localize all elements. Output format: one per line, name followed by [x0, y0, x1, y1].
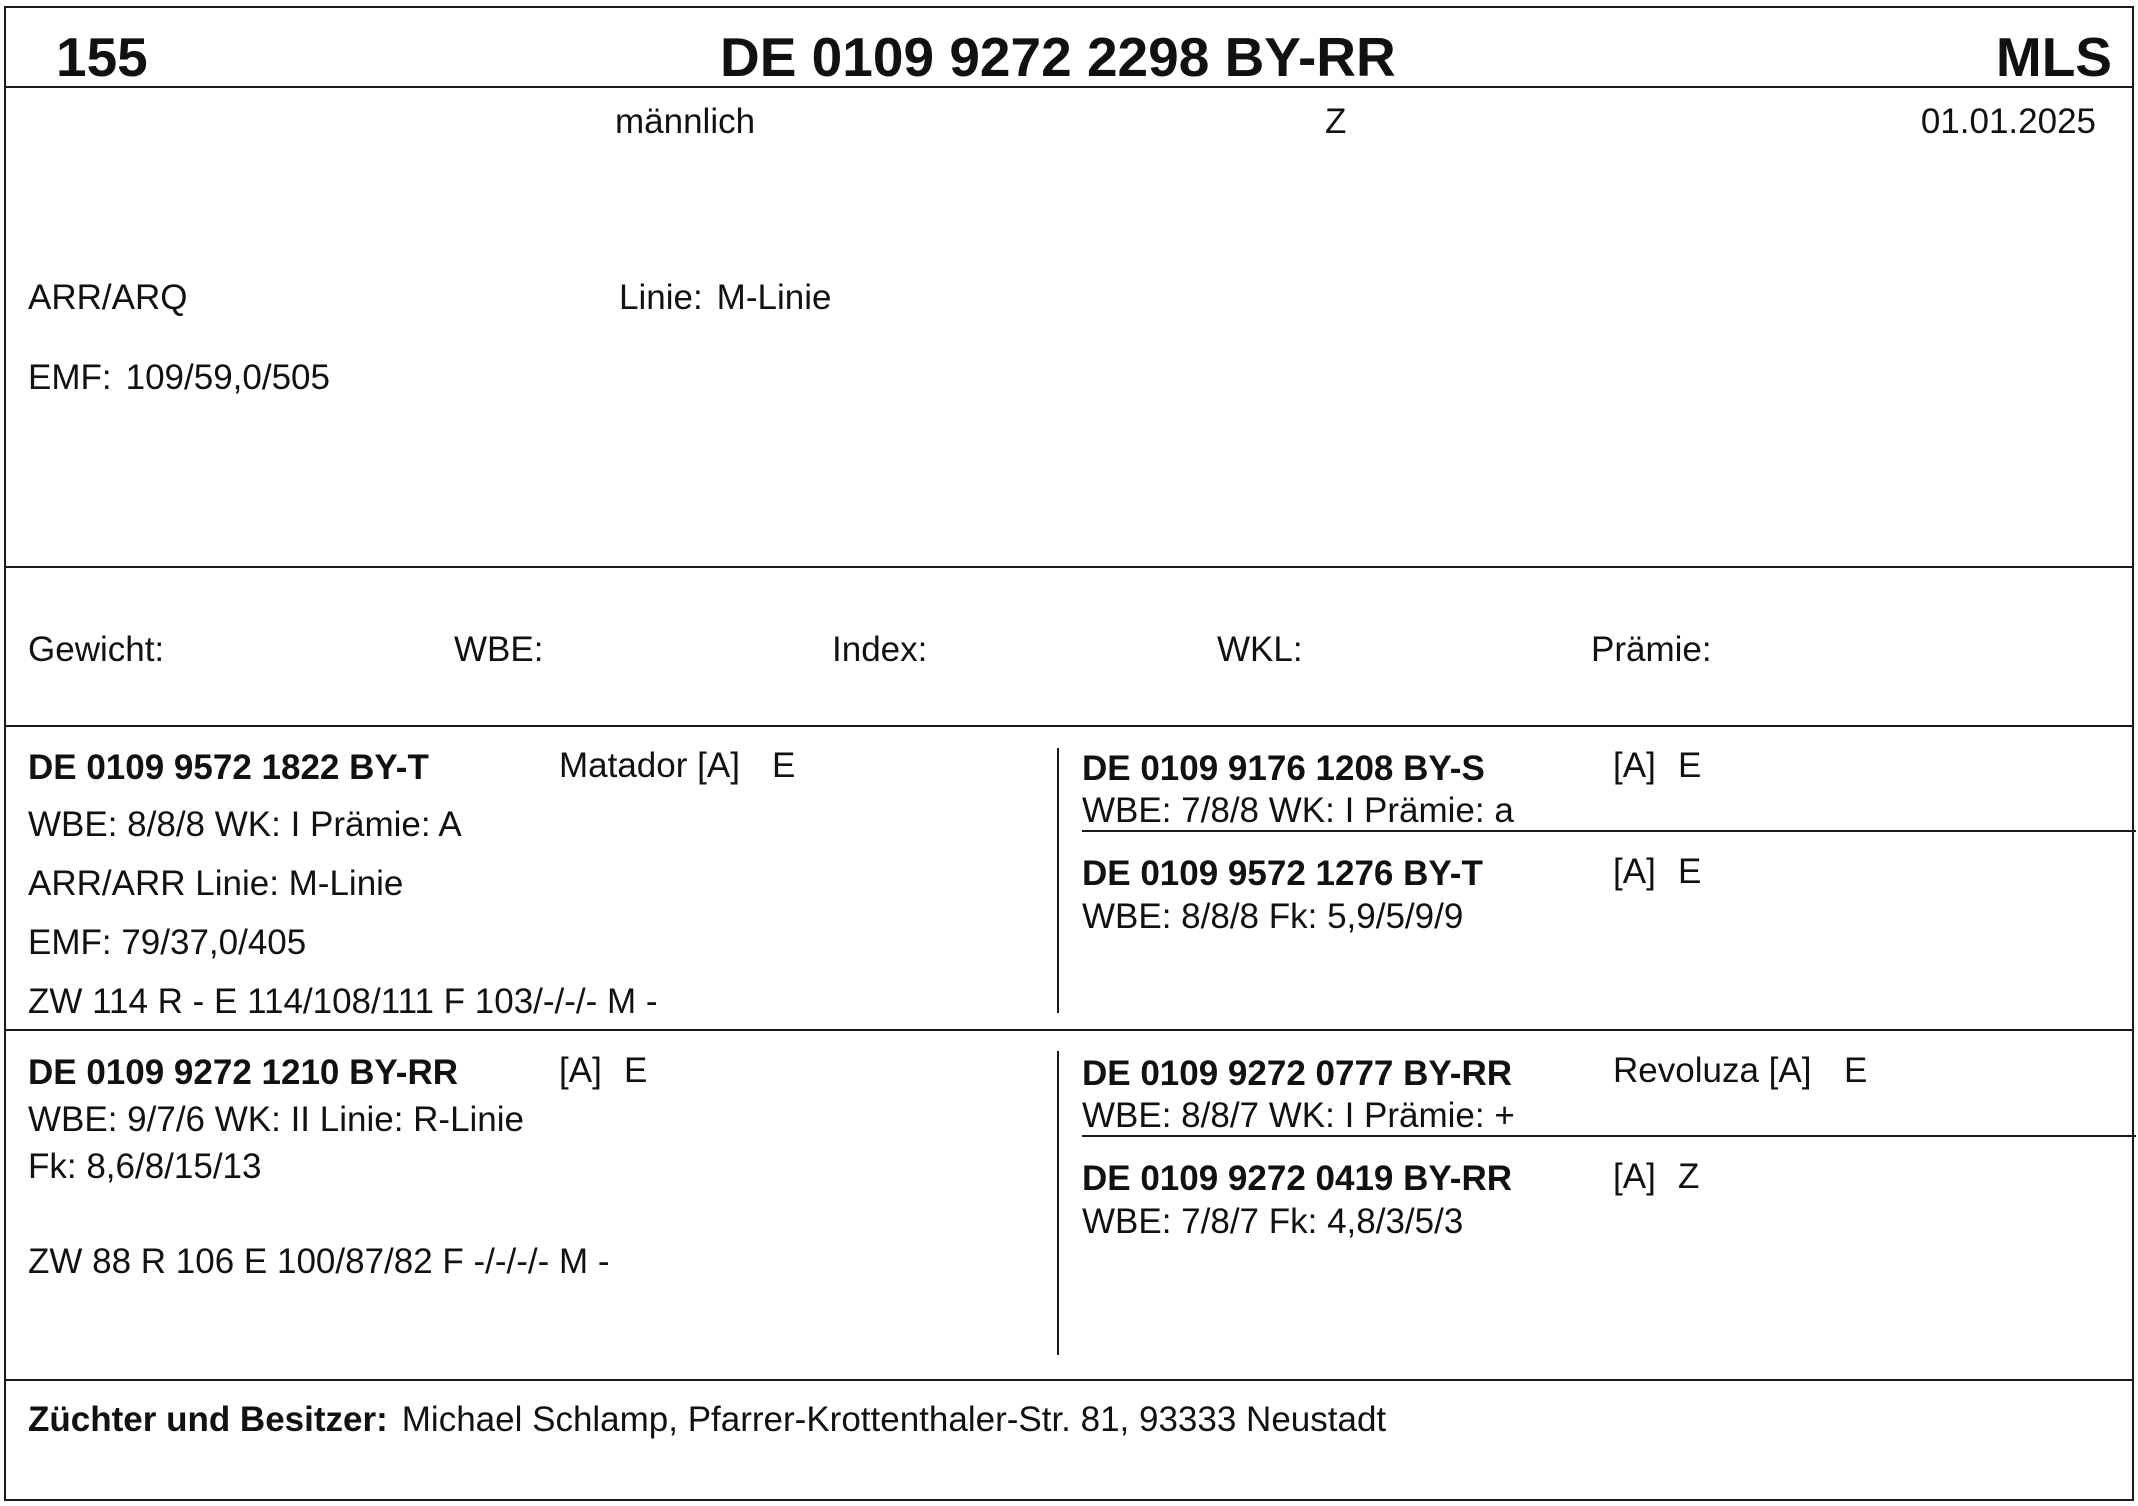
- breed-code: MLS: [1995, 26, 2112, 88]
- wbe-label: WBE:: [454, 630, 544, 669]
- card-number: 155: [56, 26, 148, 88]
- mother-code: E: [624, 1051, 648, 1090]
- mother-father-code: E: [1844, 1051, 1868, 1090]
- father-father-wbe: WBE: 7/8/8 WK: I Prämie: a: [1082, 791, 1514, 830]
- animal-id: DE 0109 9272 2298 BY-RR: [720, 26, 1396, 88]
- pedigree-card: [4, 6, 2134, 1501]
- parents-divider: [6, 1029, 2132, 1031]
- mother-father-wbe: WBE: 8/8/7 WK: I Prämie: +: [1082, 1096, 1515, 1135]
- mother-fk: Fk: 8,6/8/15/13: [28, 1147, 262, 1186]
- emf-value: 109/59,0/505: [125, 358, 330, 397]
- father-father-code: E: [1678, 746, 1702, 785]
- father-genotype-line: ARR/ARR Linie: M-Linie: [28, 864, 404, 903]
- father-code: E: [772, 746, 796, 785]
- father-mother-id: DE 0109 9572 1276 BY-T: [1082, 854, 1483, 893]
- father-mother-name: [A]: [1613, 852, 1656, 891]
- father-name: Matador [A]: [559, 746, 740, 785]
- mother-mother-id: DE 0109 9272 0419 BY-RR: [1082, 1159, 1512, 1198]
- mother-name: [A]: [559, 1051, 602, 1090]
- mother-zw: ZW 88 R 106 E 100/87/82 F -/-/-/- M -: [28, 1242, 610, 1281]
- mother-mother-name: [A]: [1613, 1157, 1656, 1196]
- breeder-label: Züchter und Besitzer:: [28, 1400, 388, 1439]
- sex: männlich: [615, 102, 756, 141]
- index-label: Index:: [832, 630, 928, 669]
- weight-label: Gewicht:: [28, 630, 165, 669]
- mother-mother-code: Z: [1678, 1157, 1700, 1196]
- father-id: DE 0109 9572 1822 BY-T: [28, 748, 429, 787]
- emf-label: EMF:: [28, 358, 112, 397]
- metrics-divider: [6, 725, 2132, 727]
- wkl-label: WKL:: [1217, 630, 1303, 669]
- father-mother-code: E: [1678, 852, 1702, 891]
- father-wbe: WBE: 8/8/8 WK: I Prämie: A: [28, 805, 462, 844]
- father-emf: EMF: 79/37,0/405: [28, 923, 307, 962]
- status-code: Z: [1325, 102, 1347, 141]
- father-zw: ZW 114 R - E 114/108/111 F 103/-/-/- M -: [28, 982, 658, 1021]
- breeder-divider: [6, 1379, 2132, 1381]
- line-label: Linie:: [619, 278, 703, 317]
- info-divider: [6, 566, 2132, 568]
- father-father-name: [A]: [1613, 746, 1656, 785]
- genotype: ARR/ARQ: [28, 278, 188, 317]
- breeder-value: Michael Schlamp, Pfarrer-Krottenthaler-Str. 81, 93333 Neustadt: [401, 1400, 1387, 1439]
- mother-father-id: DE 0109 9272 0777 BY-RR: [1082, 1054, 1512, 1093]
- mother-wbe: WBE: 9/7/6 WK: II Linie: R-Linie: [28, 1100, 525, 1139]
- mother-column-separator: [1057, 1051, 1059, 1355]
- father-column-separator: [1057, 748, 1059, 1013]
- birth-date: 01.01.2025: [1920, 102, 2096, 141]
- mother-father-name: Revoluza [A]: [1613, 1051, 1812, 1090]
- line-info: [619, 278, 831, 318]
- breeder-info: [28, 1400, 1386, 1440]
- mother-id: DE 0109 9272 1210 BY-RR: [28, 1053, 458, 1092]
- father-mother-wbe: WBE: 8/8/8 Fk: 5,9/5/9/9: [1082, 897, 1464, 936]
- emf-info: [28, 358, 330, 398]
- father-father-id: DE 0109 9176 1208 BY-S: [1082, 749, 1485, 788]
- mother-mother-wbe: WBE: 7/8/7 Fk: 4,8/3/5/3: [1082, 1202, 1464, 1241]
- praemie-label: Prämie:: [1591, 630, 1712, 669]
- line-value: M-Linie: [716, 278, 832, 317]
